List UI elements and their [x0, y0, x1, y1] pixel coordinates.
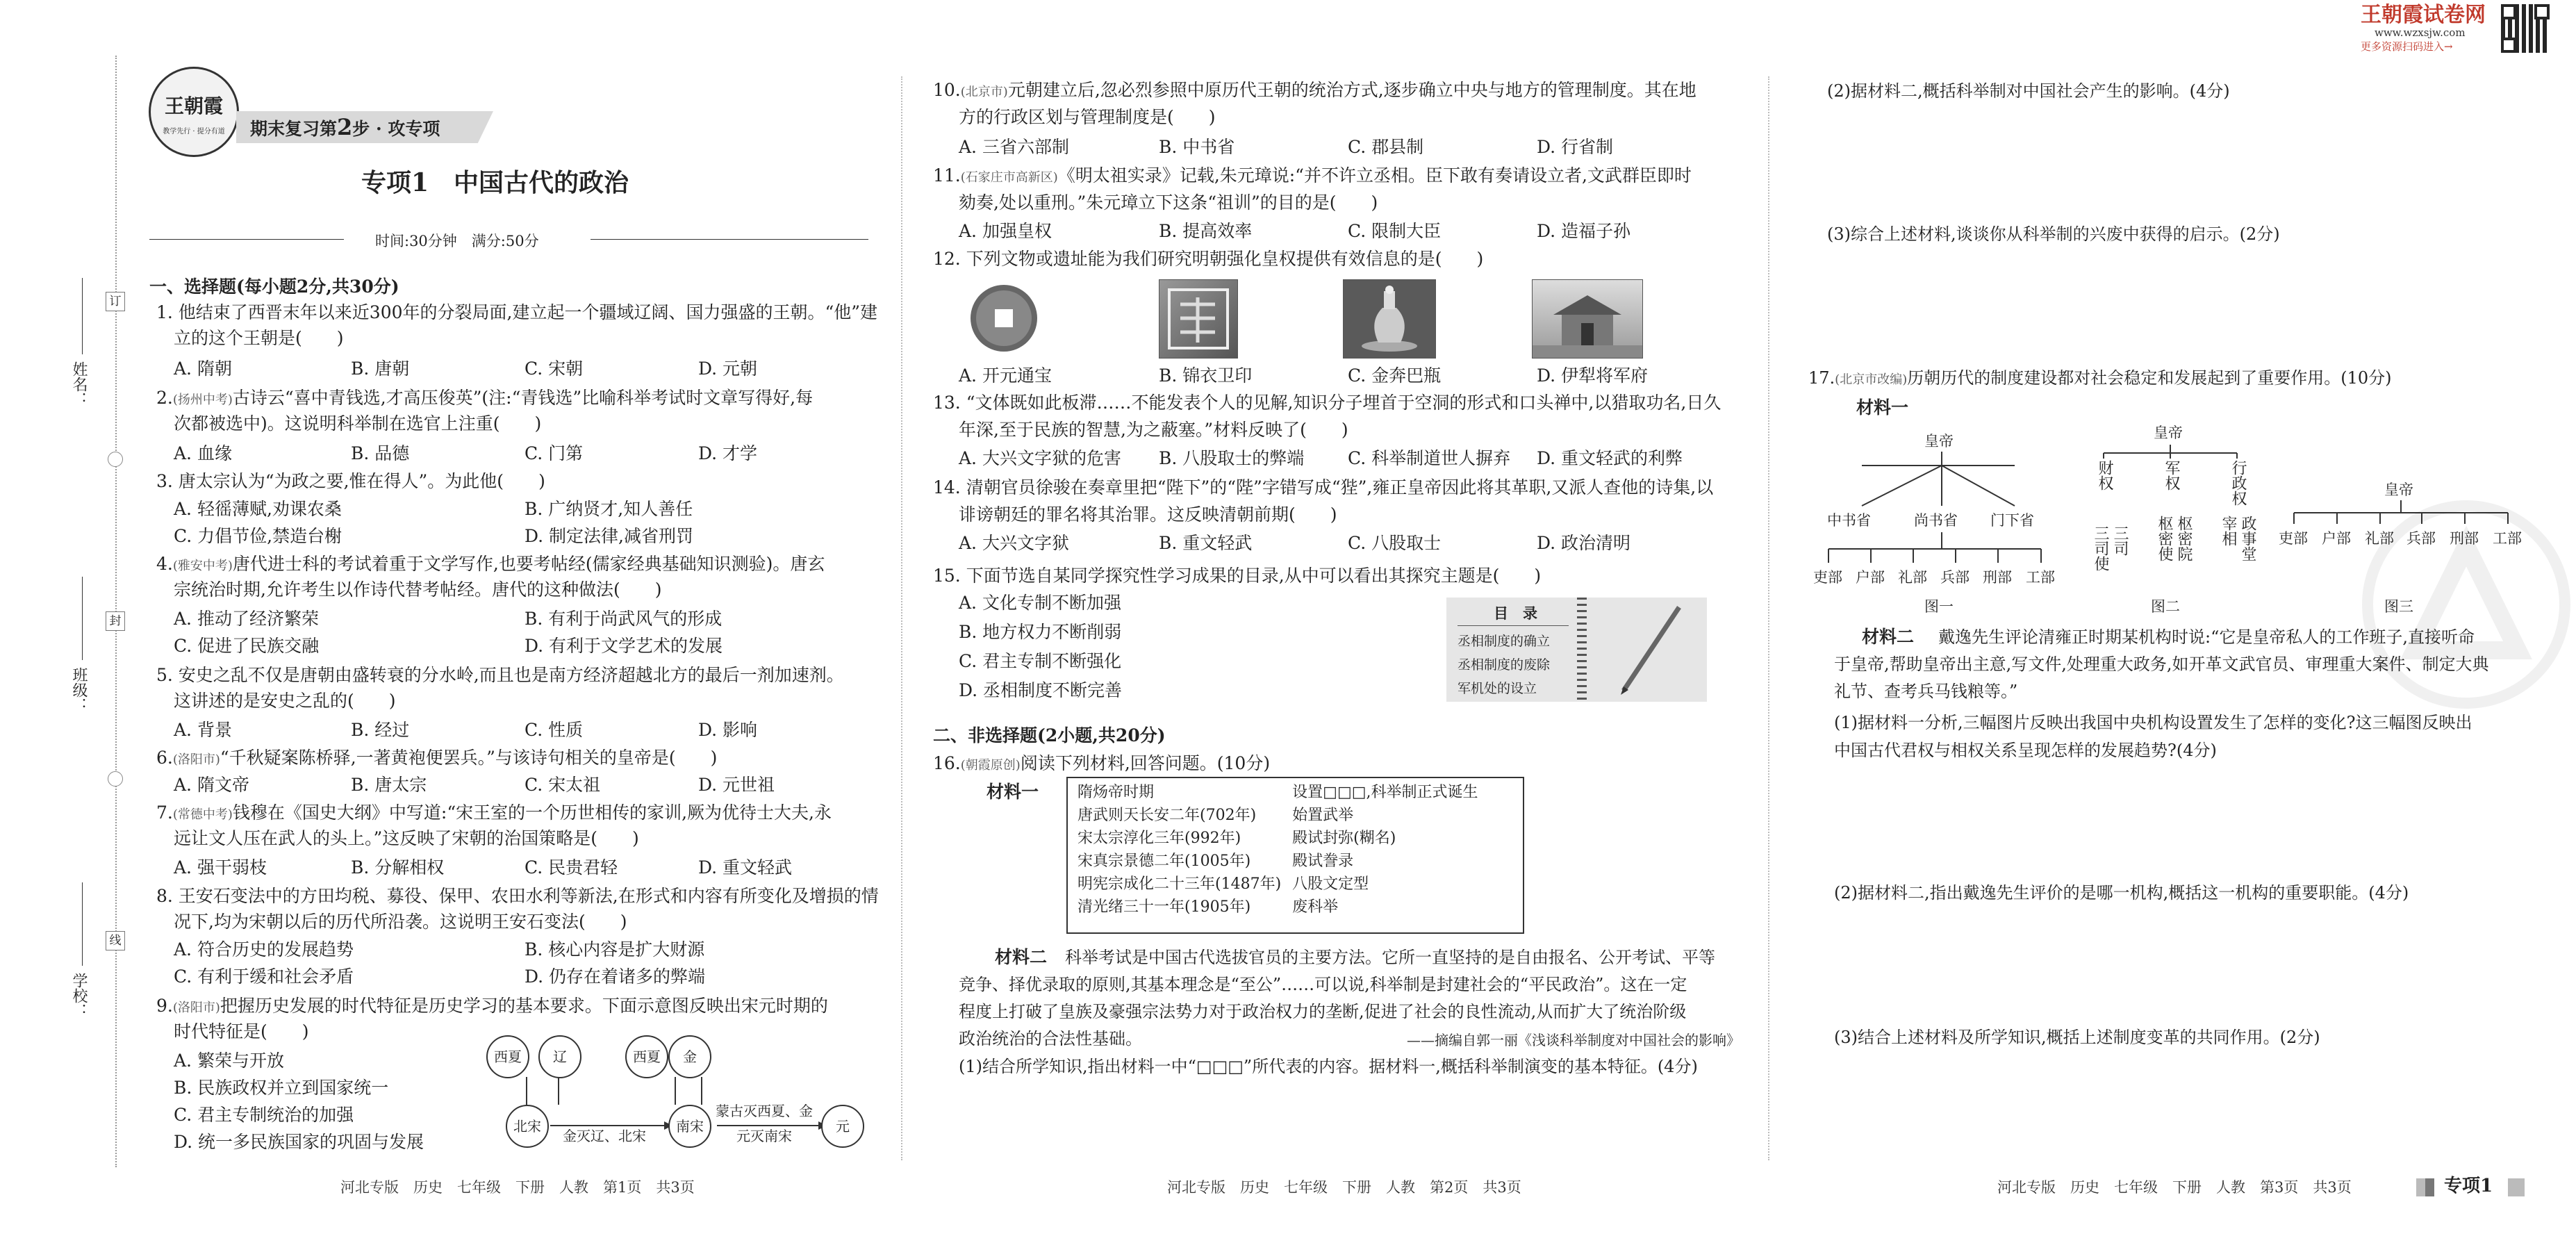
watermark-stamp-icon: [2373, 511, 2559, 698]
q5-stem: 5. 安史之乱不仅是唐朝由盛转衰的分水岭,而且也是南方经济超越北方的最后一剂加速剂。: [156, 665, 844, 685]
q4-option-c[interactable]: C. 促进了民族交融: [174, 636, 320, 656]
q17-subquestion-3: (3)结合上述材料及所学知识,概括上述制度变革的共同作用。(2分): [1834, 1028, 2320, 1047]
q1-option-c[interactable]: C. 宋朝: [525, 359, 584, 379]
class-label: 班级：: [70, 667, 88, 713]
table-row: [1072, 896, 1484, 919]
fig2-sansishi: 三司使: [2092, 525, 2109, 571]
q15-toc-item-2: 丞相制度的废除: [1458, 657, 1551, 673]
q4-stem-2: 宗统治时期,允许考生以作诗代替考帖经。唐代的这种做法( ): [174, 579, 662, 600]
q16-material-1-table: [1066, 777, 1524, 934]
q2-source: (扬州中考): [172, 393, 233, 407]
banner-step-number: 2: [337, 114, 353, 140]
q4-option-a[interactable]: A. 推动了经济繁荣: [174, 609, 319, 629]
fig3-hubu: 户部: [2322, 530, 2351, 547]
q6-option-a[interactable]: A. 隋文帝: [174, 775, 249, 795]
q10-stem-2: 方的行政区划与管理制度是( ): [959, 107, 1216, 127]
q2-text: 古诗云“喜中青钱选,才高压俊英”(注:“青钱选”比喻科举考试时文章写得好,每: [232, 388, 814, 408]
q7-option-c[interactable]: C. 民贵君轻: [525, 857, 618, 878]
q6-option-d[interactable]: D. 元世祖: [698, 775, 775, 795]
q17-material-1-label: 材料一: [1856, 397, 1909, 418]
q9-stem: [156, 994, 828, 1020]
q15-option-b[interactable]: B. 地方权力不断削弱: [959, 622, 1122, 642]
q7-source: (常德中考): [172, 807, 233, 822]
page-title: 专项1 中国古代的政治: [361, 168, 629, 197]
q17-stem: [1808, 366, 2391, 392]
q14-option-c[interactable]: C. 八股取士: [1348, 533, 1442, 553]
corner-bar: [2508, 1178, 2525, 1196]
q8-stem-2: 况下,均为宋朝以后的历代所沿袭。这说明王安石变法( ): [174, 912, 627, 932]
fig2-zhengshitang: 政事堂: [2239, 516, 2256, 561]
q2-option-b[interactable]: B. 品德: [351, 443, 410, 463]
binding-hole-2: [108, 771, 123, 787]
q13-option-b[interactable]: B. 八股取士的弊端: [1159, 448, 1305, 468]
q6-num: 6.: [156, 748, 173, 768]
q7-option-a[interactable]: A. 强干弱枝: [174, 857, 267, 878]
q15-toc-rule: [1458, 625, 1569, 626]
name-field[interactable]: [82, 278, 83, 354]
q16-answer-area-3[interactable]: [1827, 247, 2522, 359]
table-row: [1072, 804, 1484, 827]
q16-table: [1072, 781, 1484, 919]
q3-option-a[interactable]: A. 轻徭薄赋,劝课农桑: [174, 499, 342, 519]
q6-text: “千秋疑案陈桥驿,一著黄袍便罢兵。”与该诗句相关的皇帝是( ): [220, 748, 718, 768]
q2-num: 2.: [156, 388, 173, 408]
school-label: 学校：: [70, 973, 88, 1019]
q12-image-coin: [966, 279, 1042, 357]
q17-source: (北京市改编): [1835, 372, 1908, 387]
table-cell-period: 唐武则天长安二年(702年): [1078, 807, 1257, 824]
q15-stem: 15. 下面节选自某同学探究性学习成果的目录,从中可以看出其探究主题是( ): [933, 566, 1542, 586]
q15-toc-card: [1446, 598, 1707, 702]
q5-option-b[interactable]: B. 经过: [351, 720, 410, 740]
q15-option-a[interactable]: A. 文化专制不断加强: [959, 593, 1121, 613]
fig1-libu: 吏部: [1813, 569, 1842, 586]
table-cell-event: 八股文定型: [1292, 875, 1369, 893]
q16-stem: [933, 752, 1270, 777]
column-divider-2: [1768, 76, 1769, 1160]
fig1-zhongshu: 中书省: [1827, 512, 1871, 529]
q14-option-b[interactable]: B. 重文轻武: [1159, 533, 1253, 553]
banner-prefix: 期末复习第: [250, 119, 338, 139]
q13-option-c[interactable]: C. 科举制道世人摒弃: [1348, 448, 1511, 468]
table-row: [1072, 827, 1484, 850]
table-cell-event: 殿试誊录: [1292, 853, 1354, 870]
q16-subquestion-2: (2)据材料二,概括科举制对中国社会产生的影响。(4分): [1827, 81, 2230, 101]
fig3-gongbu: 工部: [2493, 530, 2522, 547]
q10-option-a[interactable]: A. 三省六部制: [959, 137, 1069, 157]
meta-rule-right: [591, 239, 868, 240]
q11-option-c[interactable]: C. 限制大臣: [1348, 221, 1442, 241]
q16-subquestion-1: (1)结合所学知识,指出材料一中“□□□”所代表的内容。据材料一,概括科举制演变的基本特征。(4分): [959, 1057, 1698, 1076]
q12-image-mansion: [1532, 279, 1643, 359]
q6-stem: [156, 746, 717, 772]
fig1-emperor: 皇帝: [1924, 433, 1954, 450]
table-row: [1072, 873, 1484, 896]
q9-node-xixia-2: 西夏: [625, 1035, 668, 1078]
q6-source: (洛阳市): [172, 752, 220, 767]
q13-option-d[interactable]: D. 重文轻武的利弊: [1537, 448, 1683, 468]
q1-stem-2: 立的这个王朝是( ): [174, 328, 344, 348]
part1-heading: 一、选择题(每小题2分,共30分): [149, 277, 399, 297]
fig2-caiquan: 财权: [2096, 460, 2113, 491]
q17-material-2-label: 材料二: [1862, 627, 1915, 647]
footer-page-1: 河北专版 历史 七年级 下册 人教 第1页 共3页: [340, 1179, 695, 1196]
q2-option-c[interactable]: C. 门第: [525, 443, 584, 463]
q7-stem-2: 远让文人压在武人的头上。”这反映了宋朝的治国策略是( ): [174, 828, 639, 848]
q1-stem: 1. 他结束了西晋末年以来近300年的分裂局面,建立起一个疆域辽阔、国力强盛的王朝。“他”建: [156, 302, 878, 322]
table-cell-period: 明宪宗成化二十三年(1487年): [1078, 875, 1282, 893]
q9-option-b[interactable]: B. 民族政权并立到国家统一: [174, 1078, 389, 1098]
seal-char-3: 线: [106, 931, 125, 950]
q1-option-b[interactable]: B. 唐朝: [351, 359, 410, 379]
watermark-url: www.wzxsjw.com: [2375, 26, 2466, 39]
q8-option-a[interactable]: A. 符合历史的发展趋势: [174, 939, 354, 960]
corner-decoration-icon: [2416, 1178, 2434, 1196]
table-cell-period: 清光绪三十一年(1905年): [1078, 898, 1251, 916]
q12-option-a[interactable]: A. 开元通宝: [959, 365, 1052, 386]
school-field[interactable]: [82, 882, 83, 966]
exam-meta: 时间:30分钟 满分:50分: [375, 233, 539, 249]
q9-text: 把握历史发展的时代特征是历史学习的基本要求。下面示意图反映出宋元时期的: [220, 996, 828, 1016]
q16-material-2-label: 材料二: [995, 947, 1048, 967]
fig3-bingbu: 兵部: [2406, 530, 2436, 547]
q4-stem: [156, 552, 825, 578]
q4-text: 唐代进士科的考试着重于文学写作,也要考帖经(儒家经典基础知识测验)。唐玄: [232, 554, 825, 574]
q10-text: 元朝建立后,忽必烈参照中原历代王朝的统治方式,逐步确立中央与地方的管理制度。其在地: [1007, 80, 1696, 100]
q5-option-c[interactable]: C. 性质: [525, 720, 584, 740]
q11-option-b[interactable]: B. 提高效率: [1159, 221, 1253, 241]
seal-print-icon: [1159, 280, 1237, 358]
brand-logo-text: 王朝霞: [164, 94, 223, 117]
fig2-emperor: 皇帝: [2154, 425, 2183, 441]
q5-option-d[interactable]: D. 影响: [698, 720, 758, 740]
table-cell-event: 废科举: [1292, 898, 1339, 916]
q13-stem: 13. “文体既如此板滞……不能发表个人的见解,知识分子埋首于空洞的形式和口头禅中,以猎取功名,日久: [933, 393, 1722, 413]
q9-arrow-label-2a: 蒙古灭西夏、金: [716, 1103, 813, 1119]
q7-option-d[interactable]: D. 重文轻武: [698, 857, 793, 878]
q16-material-2-line-4: 政治统治的合法性基础。: [959, 1029, 1142, 1048]
banner-suffix: 步 · 攻专项: [352, 119, 440, 139]
q12-image-vase: [1343, 279, 1436, 359]
pencil-icon: [1596, 598, 1700, 702]
pavilion-icon: [1533, 280, 1642, 358]
fig3-emperor: 皇帝: [2384, 481, 2413, 498]
q10-source: (北京市): [960, 85, 1008, 99]
q15-toc-item-1: 丞相制度的确立: [1458, 634, 1551, 649]
q17-subquestion-1b: 中国古代君权与相权关系呈现怎样的发展趋势?(4分): [1834, 741, 2217, 760]
q2-option-a[interactable]: A. 血缘: [174, 443, 232, 463]
watermark-note: 更多资源扫码进入→: [2361, 40, 2453, 53]
q12-stem: 12. 下列文物或遗址能为我们研究明朝强化皇权提供有效信息的是( ): [933, 249, 1484, 269]
q9-node-yuan: 元: [821, 1105, 864, 1148]
q17-answer-area-3[interactable]: [1834, 1052, 2529, 1156]
q17-figure-2: [2077, 417, 2258, 618]
q8-option-c[interactable]: C. 有利于缓和社会矛盾: [174, 966, 354, 987]
q12-option-b[interactable]: B. 锦衣卫印: [1159, 365, 1253, 386]
fig1-menxia: 门下省: [1990, 512, 2034, 529]
q16-source: (朝霞原创): [960, 758, 1021, 773]
q17-subquestion-2: (2)据材料二,指出戴逸先生评价的是哪一机构,概括这一机构的重要职能。(4分): [1834, 883, 2409, 903]
fig1-gongbu: 工部: [2026, 569, 2055, 586]
q15-option-d[interactable]: D. 丞相制度不断完善: [959, 680, 1123, 700]
q4-source: (雅安中考): [172, 559, 233, 573]
q14-stem-2: 诽谤朝廷的罪名将其治罪。这反映清朝前期( ): [959, 504, 1337, 525]
q6-option-c[interactable]: C. 宋太祖: [525, 775, 601, 795]
fig3-libu-rites: 礼部: [2365, 530, 2394, 547]
q9-option-c[interactable]: C. 君主专制统治的加强: [174, 1105, 354, 1125]
q4-option-b[interactable]: B. 有利于尚武风气的形成: [525, 609, 723, 629]
q9-node-nansong: 南宋: [668, 1105, 711, 1148]
name-label: 姓名：: [70, 361, 88, 407]
watermark-site-name: 王朝霞试卷网: [2361, 3, 2486, 27]
q1-option-a[interactable]: A. 隋朝: [174, 359, 232, 379]
q9-option-d[interactable]: D. 统一多民族国家的巩固与发展: [174, 1132, 424, 1152]
fig3-xingbu: 刑部: [2450, 530, 2479, 547]
q16-material-2-line-3: 程度上打破了皇族及豪强宗法势力对于政治权力的垄断,促进了社会的良性流动,从而扩大了统治阶级: [959, 1002, 1687, 1021]
q14-stem: 14. 清朝官员徐骏在奏章里把“陛下”的“陛”字错写成“狴”,雍正皇帝因此将其革职,又派人查他的诗集,以: [933, 477, 1714, 497]
fig1-hubu: 户部: [1856, 569, 1885, 586]
q9-diagram: [486, 1035, 861, 1146]
q17-figure-1: [1813, 417, 2055, 618]
corner-tag: 专项1: [2444, 1176, 2493, 1196]
fig2-caption: 图二: [2151, 598, 2180, 615]
section-banner-text: [250, 115, 440, 141]
q17-material-2-line-1: 戴逸先生评论清雍正时期某机构时说:“它是皇帝私人的工作班子,直接听命: [1938, 627, 2475, 647]
qr-corner-2: [2534, 4, 2550, 19]
q14-option-d[interactable]: D. 政治清明: [1537, 533, 1631, 553]
table-cell-period: 宋真宗景德二年(1005年): [1078, 853, 1251, 870]
fig1-xingbu: 刑部: [1983, 569, 2012, 586]
q10-option-b[interactable]: B. 中书省: [1159, 137, 1235, 157]
table-cell-period: 宋太宗淳化三年(992年): [1078, 830, 1241, 847]
table-cell-period: 隋炀帝时期: [1078, 784, 1155, 801]
q16-material-1-label: 材料一: [986, 782, 1039, 802]
table-cell-event: 始置武举: [1292, 807, 1354, 824]
fig3-libu: 吏部: [2279, 530, 2308, 547]
q4-num: 4.: [156, 554, 173, 574]
q6-option-b[interactable]: B. 唐太宗: [351, 775, 427, 795]
q15-option-c[interactable]: C. 君主专制不断强化: [959, 651, 1122, 671]
q17-text: 历朝历代的制度建设都对社会稳定和发展起到了重要作用。(10分): [1907, 368, 2392, 388]
q15-toc-item-3: 军机处的设立: [1458, 681, 1537, 696]
q13-option-a[interactable]: A. 大兴文字狱的危害: [959, 448, 1121, 468]
q11-num: 11.: [933, 165, 961, 186]
q3-stem: 3. 唐太宗认为“为政之要,惟在得人”。为此他( ): [156, 471, 545, 491]
fig1-bingbu: 兵部: [1940, 569, 1970, 586]
q17-answer-area-2[interactable]: [1834, 907, 2529, 1019]
q3-option-c[interactable]: C. 力倡节俭,禁造台榭: [174, 526, 342, 546]
seal-char-1: 订: [106, 292, 125, 311]
q17-answer-area-1[interactable]: [1834, 764, 2529, 875]
q12-option-c[interactable]: C. 金奔巴瓶: [1348, 365, 1442, 386]
fig2-shumishi: 枢密使: [2156, 516, 2173, 561]
q2-option-d[interactable]: D. 才学: [698, 443, 758, 463]
q17-material-2-line-2: 于皇帝,帮助皇帝出主意,写文件,处理重大政务,如开革文武官员、审理重大案件、制定大典: [1834, 655, 2489, 674]
fig2-sansi: 三司: [2111, 525, 2129, 556]
q1-option-d[interactable]: D. 元朝: [698, 359, 758, 379]
column-divider-1: [901, 76, 902, 1160]
fig1-libu-rites: 礼部: [1898, 569, 1927, 586]
fig2-zaixiang: 宰相: [2220, 516, 2237, 546]
fig3-caption: 图三: [2384, 598, 2413, 615]
footer-page-3: 河北专版 历史 七年级 下册 人教 第3页 共3页: [1997, 1179, 2352, 1196]
q2-stem: [156, 386, 813, 412]
q9-stem-2: 时代特征是( ): [174, 1021, 309, 1042]
coin-icon: [966, 279, 1042, 357]
q10-num: 10.: [933, 80, 961, 100]
q11-option-d[interactable]: D. 造福子孙: [1537, 221, 1631, 241]
seal-char-2: 封: [106, 611, 125, 631]
table-cell-event: 设置□□□,科举制正式诞生: [1292, 784, 1478, 801]
q9-option-a[interactable]: A. 繁荣与开放: [174, 1051, 284, 1071]
binding-sidebar: [0, 0, 139, 1243]
golden-urn-icon: [1344, 280, 1435, 358]
q12-option-d[interactable]: D. 伊犁将军府: [1537, 365, 1649, 386]
q5-stem-2: 这讲述的是安史之乱的( ): [174, 691, 396, 711]
q10-stem: [933, 79, 1696, 104]
qr-corner-3: [2501, 38, 2516, 53]
qr-corner-1: [2501, 4, 2516, 19]
table-cell-event: 殿试封弥(糊名): [1292, 830, 1396, 847]
class-field[interactable]: [82, 577, 83, 660]
q16-text: 阅读下列材料,回答问题。(10分): [1020, 753, 1271, 773]
q17-material-2-line-3: 礼节、查考兵马钱粮等。”: [1834, 682, 2018, 701]
q4-option-d[interactable]: D. 有利于文学艺术的发展: [525, 636, 723, 656]
q10-option-c[interactable]: C. 郡县制: [1348, 137, 1424, 157]
part2-heading: 二、非选择题(2小题,共20分): [933, 725, 1166, 746]
q7-stem: [156, 801, 832, 827]
qr-code-icon[interactable]: [2501, 4, 2550, 53]
table-row: [1072, 850, 1484, 873]
q11-stem: [933, 164, 1692, 190]
q5-option-a[interactable]: A. 背景: [174, 720, 232, 740]
q13-stem-2: 年深,至于民族的智慧,为之蔽塞。”材料反映了( ): [959, 420, 1348, 440]
q16-material-2-citation: ——摘编自郭一丽《浅谈科举制度对中国社会的影响》: [1407, 1032, 1740, 1048]
q8-stem: 8. 王安石变法中的方田均税、募役、保甲、农田水利等新法,在形式和内容有所变化及增损的情: [156, 886, 879, 906]
q9-node-liao: 辽: [538, 1035, 581, 1078]
q7-option-b[interactable]: B. 分解相权: [351, 857, 445, 878]
table-row: [1072, 781, 1484, 804]
q9-node-xixia-1: 西夏: [486, 1035, 529, 1078]
q9-num: 9.: [156, 996, 173, 1016]
q7-text: 钱穆在《国史大纲》中写道:“宋王室的一个历世相传的家训,厥为优待士大夫,永: [232, 802, 832, 823]
q17-subquestion-1: (1)据材料一分析,三幅图片反映出我国中央机构设置发生了怎样的变化?这三幅图反映出: [1834, 713, 2472, 732]
q3-option-b[interactable]: B. 广纳贤才,知人善任: [525, 499, 693, 519]
fig1-shangshu: 尚书省: [1914, 512, 1958, 529]
brand-logo: [149, 67, 239, 157]
watermark-stamp: [2362, 500, 2570, 709]
q10-option-d[interactable]: D. 行省制: [1537, 137, 1614, 157]
fig2-shumiyuan: 枢密院: [2175, 516, 2193, 561]
q14-option-a[interactable]: A. 大兴文字狱: [959, 533, 1069, 553]
q16-answer-area-2[interactable]: [1827, 104, 2522, 215]
brand-tagline: 教学先行 · 提分有道: [163, 128, 225, 135]
q16-subquestion-3: (3)综合上述材料,谈谈你从科举制的兴废中获得的启示。(2分): [1827, 224, 2280, 244]
meta-rule-left: [149, 239, 344, 240]
q11-stem-2: 劾奏,处以重刑。”朱元璋立下这条“祖训”的目的是( ): [959, 192, 1378, 213]
q8-option-d[interactable]: D. 仍存在着诸多的弊端: [525, 966, 706, 987]
q16-answer-area-1[interactable]: [959, 1083, 1723, 1159]
fig1-caption: 图一: [1924, 598, 1954, 615]
q11-source: (石家庄市高新区): [960, 170, 1058, 185]
q16-material-2-line-2: 竞争、择优录取的原则,其基本理念是“至公”……可以说,科举制是封建社会的“平民政治”。这在一定: [959, 975, 1687, 994]
q16-num: 16.: [933, 753, 961, 773]
binding-hole-1: [108, 452, 123, 467]
q11-text: 《明太祖实录》记载,朱元璋说:“并不许立丞相。臣下敢有奏请设立者,文武群臣即时: [1057, 165, 1692, 186]
q2-stem-2: 次都被选中)。这说明科举制在选官上注重( ): [174, 413, 542, 434]
q3-option-d[interactable]: D. 制定法律,减省刑罚: [525, 526, 693, 546]
q7-num: 7.: [156, 802, 173, 823]
q9-source: (洛阳市): [172, 1001, 220, 1015]
q9-arrow-label-2b: 元灭南宋: [736, 1128, 792, 1144]
q9-arrow-label-1: 金灭辽、北宋: [563, 1128, 646, 1144]
q8-option-b[interactable]: B. 核心内容是扩大财源: [525, 939, 705, 960]
q12-image-seal: [1159, 279, 1238, 359]
fig2-xingzhengquan: 行政权: [2229, 460, 2247, 506]
fig2-junquan: 军权: [2163, 460, 2180, 491]
q17-num: 17.: [1808, 368, 1835, 388]
q11-option-a[interactable]: A. 加强皇权: [959, 221, 1052, 241]
q9-node-beisong: 北宋: [506, 1105, 549, 1148]
q16-material-2-line-1: 科举考试是中国古代选拔官员的主要方法。它所一直坚持的是自由报名、公开考试、平等: [1065, 948, 1715, 967]
q15-toc-title: 目 录: [1494, 604, 1537, 622]
footer-page-2: 河北专版 历史 七年级 下册 人教 第2页 共3页: [1167, 1179, 1521, 1196]
q9-node-jin: 金: [668, 1035, 711, 1078]
q15-toc-spiral: [1577, 598, 1587, 702]
